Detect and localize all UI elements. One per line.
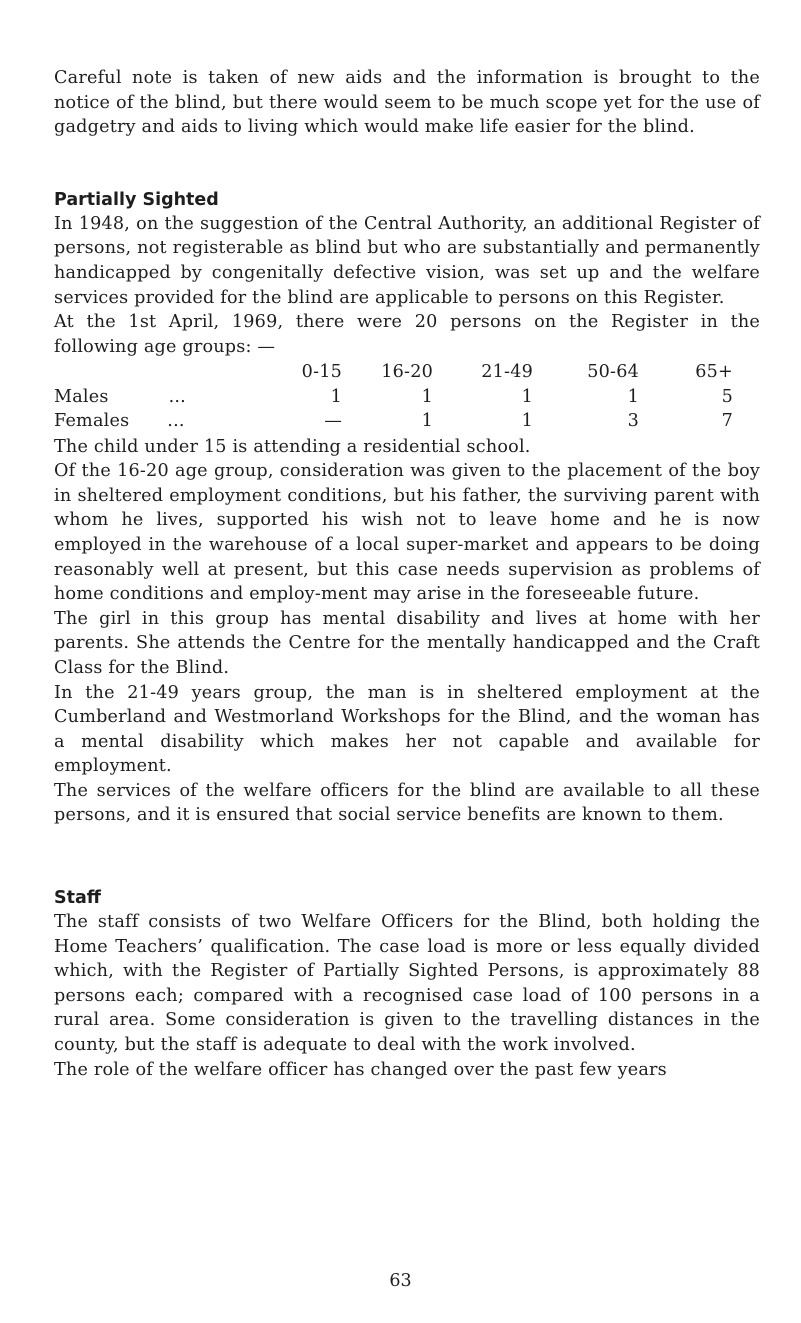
table-row-females — [54, 409, 733, 433]
partially-sighted-paragraph-5: The girl in this group has mental disability and lives at home with her parents. She attends the Centre for the mentally handicapped and the Craft Class for the Blind. — [54, 608, 760, 678]
staff-heading: Staff — [54, 888, 101, 909]
staff-paragraph-1: The staff consists of two Welfare Officers for the Blind, both holding the Home Teachers’ qualification. The case load is more or less equally divided which, with the Register of Partially Sighted Persons, is approximately 88 persons each; compared with a recognised case load of 100 persons in a rural area. Some consideration is given to the travelling distances in the county, but the staff is adequate to deal with the work involved. — [54, 912, 760, 1056]
partially-sighted-heading: Partially Sighted — [54, 189, 219, 210]
age-header-0-15: 0-15 — [301, 362, 342, 383]
table-row-males — [54, 385, 733, 409]
partially-sighted-paragraph-1: In 1948, on the suggestion of the Central Authority, an additional Register of persons, not registerable as blind but who are substantially and permanently handicapped by congenitally defective vision, was set up and the welfare services provided for the blind are applicable to persons on this Register. — [54, 213, 760, 308]
age-header-21-49: 21-49 — [481, 362, 533, 383]
page-body — [54, 66, 760, 1082]
partially-sighted-paragraph-2: At the 1st April, 1969, there were 20 persons on the Register in the following age groups: — — [54, 312, 760, 357]
table-cell: 1 — [330, 386, 342, 407]
age-groups-table — [54, 360, 733, 433]
table-cell: 1 — [627, 386, 639, 407]
page-number: 63 — [389, 1271, 412, 1291]
table-cell: 1 — [521, 411, 533, 432]
partially-sighted-paragraph-3: The child under 15 is attending a residential school. — [54, 436, 531, 457]
row-label-males: Males — [54, 386, 109, 407]
table-cell: 3 — [627, 411, 639, 432]
age-header-65-plus: 65+ — [695, 362, 733, 383]
staff-paragraph-2: The role of the welfare officer has changed over the past few years — [54, 1059, 667, 1080]
table-cell: — — [324, 411, 342, 432]
partially-sighted-paragraph-7: The services of the welfare officers for the blind are available to all these persons, and it is ensured that social service benefits are known to them. — [54, 780, 760, 826]
row-label-females: Females — [54, 411, 130, 432]
row-leader-males: ... — [168, 386, 186, 407]
partially-sighted-paragraph-6: In the 21-49 years group, the man is in sheltered employment at the Cumberland and Westmorland Workshops for the Blind, and the woman has a mental disability which makes her not capable and available for employment. — [54, 682, 760, 777]
age-groups-header-row — [54, 360, 733, 384]
partially-sighted-paragraph-4: Of the 16-20 age group, consideration was given to the placement of the boy in sheltered employment conditions, but his father, the surviving parent with whom he lives, supported his wish not to leave home and he is now employed in the warehouse of a local super-market and appears to be doing reasonably well at present, but this case needs supervision as problems of home conditions and employ-ment may arise in the foreseeable future. — [54, 461, 760, 605]
opening-paragraph: Careful note is taken of new aids and the information is brought to the notice of the blind, but there would seem to be much scope yet for the use of gadgetry and aids to living which would make life easier for the blind. — [54, 68, 760, 138]
table-cell: 5 — [721, 386, 733, 407]
age-header-50-64: 50-64 — [587, 362, 639, 383]
table-cell: 1 — [521, 386, 533, 407]
table-cell: 7 — [721, 411, 733, 432]
table-cell: 1 — [421, 411, 433, 432]
row-leader-females: ... — [167, 411, 185, 432]
age-header-16-20: 16-20 — [381, 362, 433, 383]
table-cell: 1 — [421, 386, 433, 407]
